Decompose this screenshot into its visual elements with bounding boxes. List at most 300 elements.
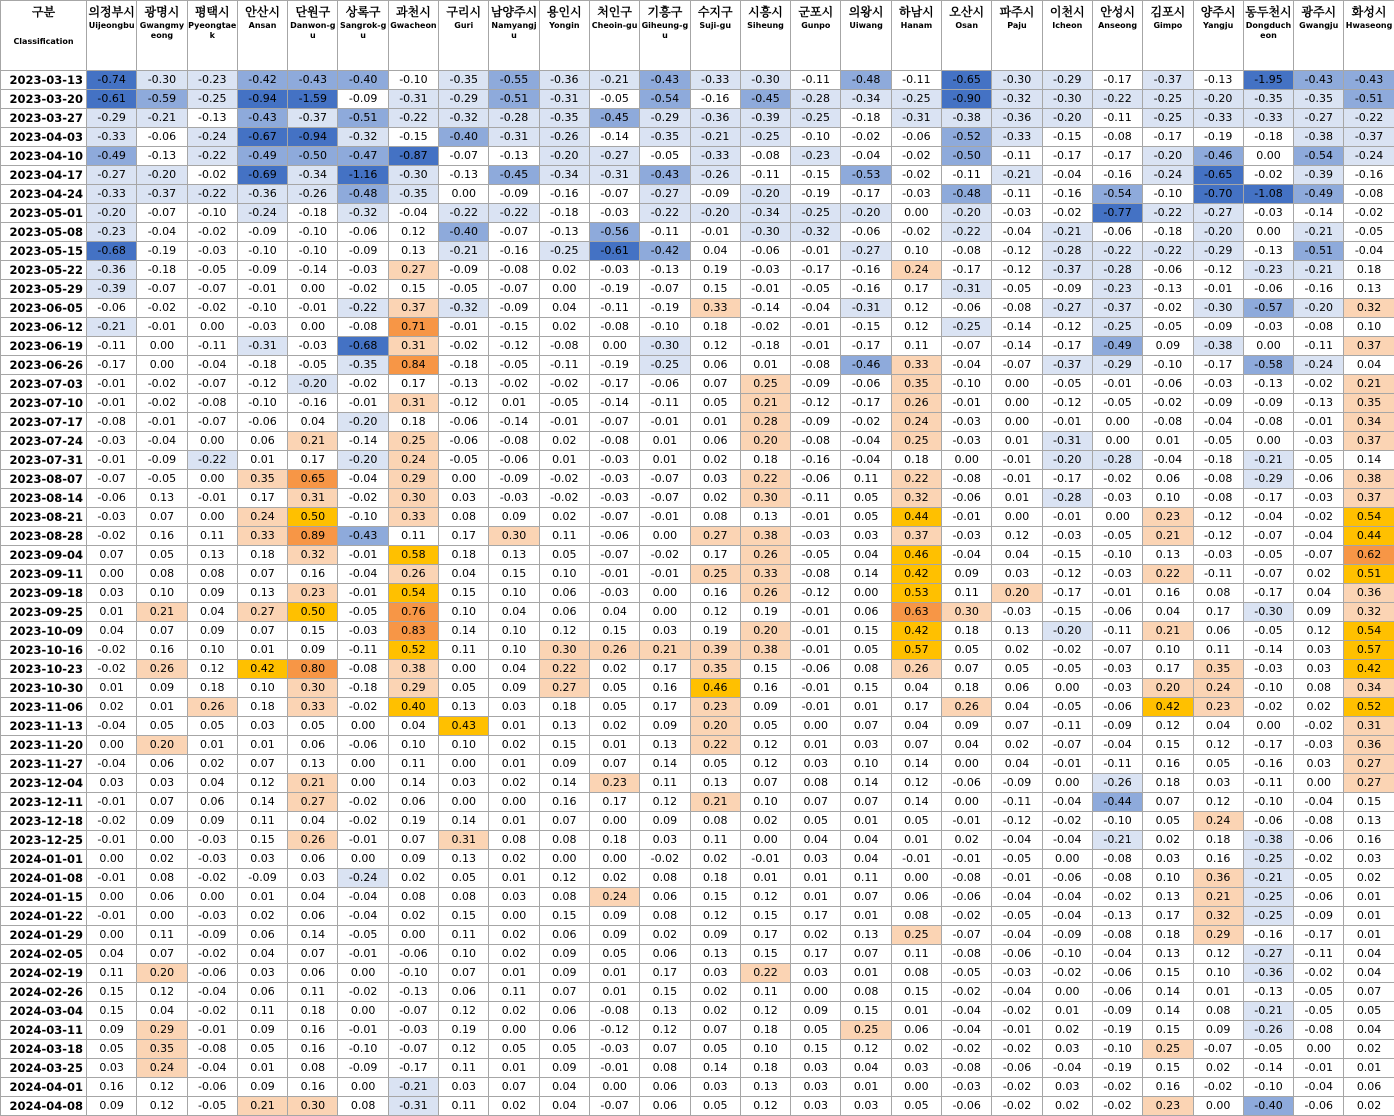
value-cell: 0.07 [992,717,1042,736]
value-cell: -0.01 [338,945,388,964]
value-cell: -0.07 [640,489,690,508]
value-cell: -0.16 [1294,280,1344,299]
value-cell: -0.46 [1193,147,1243,166]
value-cell: -0.03 [942,527,992,546]
value-cell: -0.02 [1042,964,1092,983]
value-cell: -0.08 [1344,185,1394,204]
value-cell: 0.03 [841,1097,891,1116]
value-cell: -0.05 [1243,1040,1293,1059]
value-cell: -0.07 [942,926,992,945]
value-cell: -0.02 [338,375,388,394]
value-cell: -0.01 [942,508,992,527]
value-cell: 0.07 [891,736,941,755]
value-cell: -0.36 [690,109,740,128]
value-cell: -0.24 [1143,166,1193,185]
value-cell: 0.15 [439,584,489,603]
value-cell: -0.02 [891,166,941,185]
value-cell: -0.11 [791,71,841,90]
value-cell: -0.02 [87,641,137,660]
value-cell: 0.89 [288,527,338,546]
value-cell: 0.02 [1344,1040,1394,1059]
value-cell: 0.10 [489,641,539,660]
row-date: 2023-05-08 [1,223,87,242]
region-header [87,1,137,71]
value-cell: 0.27 [388,261,438,280]
value-cell: 0.10 [489,622,539,641]
value-cell: 0.11 [690,831,740,850]
value-cell: -0.06 [1243,812,1293,831]
value-cell: 0.12 [1294,622,1344,641]
value-cell: -0.09 [237,223,287,242]
value-cell: 0.11 [137,926,187,945]
table-row [1,1002,1394,1021]
value-cell: 0.08 [1294,679,1344,698]
value-cell: 0.00 [137,356,187,375]
value-cell: 0.04 [1344,356,1394,375]
value-cell: 0.10 [489,584,539,603]
value-cell: -0.05 [640,147,690,166]
value-cell: 0.04 [791,831,841,850]
value-cell: 0.03 [288,869,338,888]
value-cell: -0.22 [388,109,438,128]
value-cell: 0.10 [740,793,790,812]
value-cell: 0.20 [992,584,1042,603]
value-cell: -0.20 [942,204,992,223]
value-cell: -0.28 [1042,242,1092,261]
value-cell: -0.07 [589,413,639,432]
value-cell: 0.19 [690,261,740,280]
value-cell: -0.03 [87,508,137,527]
value-cell: 0.02 [1193,1059,1243,1078]
value-cell: -0.08 [1294,318,1344,337]
value-cell: -0.56 [589,223,639,242]
value-cell: -0.01 [791,508,841,527]
value-cell: 0.00 [137,337,187,356]
value-cell: 0.21 [1344,375,1394,394]
table-row [1,451,1394,470]
value-cell: -0.02 [539,470,589,489]
value-cell: -0.01 [1092,375,1142,394]
value-cell: -0.11 [1092,755,1142,774]
value-cell: -0.14 [589,128,639,147]
value-cell: 0.04 [1294,584,1344,603]
value-cell: -0.11 [740,166,790,185]
value-cell: -0.03 [992,603,1042,622]
value-cell: -0.10 [1243,793,1293,812]
value-cell: -0.02 [992,1097,1042,1116]
value-cell: -0.13 [640,261,690,280]
row-date: 2023-10-09 [1,622,87,641]
value-cell: 0.01 [87,603,137,622]
value-cell: 0.08 [388,888,438,907]
value-cell: -0.06 [187,964,237,983]
table-row [1,983,1394,1002]
value-cell: 0.01 [841,1078,891,1097]
value-cell: 0.31 [388,394,438,413]
value-cell: 0.06 [1344,1078,1394,1097]
value-cell: -0.03 [589,451,639,470]
value-cell: 0.11 [87,964,137,983]
value-cell: 0.57 [891,641,941,660]
value-cell: -0.22 [489,204,539,223]
value-cell: 0.05 [439,869,489,888]
value-cell: 0.06 [539,1021,589,1040]
value-cell: 0.00 [942,451,992,470]
value-cell: 0.21 [237,1097,287,1116]
table-row [1,888,1394,907]
value-cell: 0.05 [87,1040,137,1059]
value-cell: -0.01 [992,451,1042,470]
value-cell: 0.08 [338,1097,388,1116]
value-cell: 0.15 [539,907,589,926]
value-cell: 0.13 [1344,280,1394,299]
value-cell: -0.13 [539,223,589,242]
value-cell: 0.07 [1143,793,1193,812]
value-cell: 0.13 [640,1002,690,1021]
value-cell: -0.09 [1042,926,1092,945]
value-cell: -0.13 [1143,280,1193,299]
value-cell: 0.10 [237,679,287,698]
region-name-ko: 처인구 [597,5,632,19]
value-cell: -0.17 [1243,489,1293,508]
value-cell: 0.10 [1143,489,1193,508]
value-cell: -0.30 [740,71,790,90]
table-row [1,679,1394,698]
value-cell: -0.30 [640,337,690,356]
value-cell: 0.13 [237,584,287,603]
value-cell: -0.12 [1193,508,1243,527]
value-cell: 0.26 [589,641,639,660]
value-cell: -0.21 [589,71,639,90]
value-cell: -0.22 [1143,242,1193,261]
value-cell: -0.31 [237,337,287,356]
value-cell: -0.30 [740,223,790,242]
value-cell: 0.11 [439,641,489,660]
value-cell: -0.06 [439,413,489,432]
value-cell: -0.01 [640,413,690,432]
value-cell: -0.01 [992,470,1042,489]
value-cell: 0.12 [891,299,941,318]
value-cell: -0.09 [439,261,489,280]
value-cell: 0.03 [640,622,690,641]
value-cell: 0.21 [740,394,790,413]
value-cell: -0.11 [640,394,690,413]
value-cell: -0.07 [1243,565,1293,584]
value-cell: -0.02 [1092,470,1142,489]
value-cell: -0.08 [1092,850,1142,869]
value-cell: 0.37 [891,527,941,546]
value-cell: -0.21 [992,166,1042,185]
value-cell: 0.19 [388,812,438,831]
value-cell: -0.02 [187,223,237,242]
row-date: 2023-10-16 [1,641,87,660]
region-name-en: Gimpo [1153,21,1183,30]
value-cell: -0.37 [1143,71,1193,90]
value-cell: -0.04 [1294,527,1344,546]
value-cell: 0.24 [1193,812,1243,831]
value-cell: 0.15 [539,736,589,755]
value-cell: -0.11 [589,299,639,318]
value-cell: 0.12 [1193,945,1243,964]
value-cell: 0.07 [791,793,841,812]
value-cell: 0.16 [87,1078,137,1097]
value-cell: -0.06 [1143,375,1193,394]
value-cell: 0.12 [841,1040,891,1059]
value-cell: -0.23 [87,223,137,242]
value-cell: -0.03 [589,261,639,280]
value-cell: 0.01 [489,812,539,831]
value-cell: 0.02 [589,660,639,679]
value-cell: 0.32 [1344,299,1394,318]
value-cell: -0.09 [489,470,539,489]
value-cell: -0.01 [589,565,639,584]
value-cell: 0.00 [891,1078,941,1097]
value-cell: 0.09 [489,679,539,698]
value-cell: -0.09 [1193,318,1243,337]
value-cell: 0.03 [891,1059,941,1078]
value-cell: -0.16 [539,185,589,204]
value-cell: 0.08 [137,565,187,584]
value-cell: -0.13 [439,166,489,185]
value-cell: 0.16 [539,793,589,812]
value-cell: -0.05 [1042,660,1092,679]
value-cell: 0.11 [740,983,790,1002]
value-cell: -0.06 [439,432,489,451]
value-cell: 0.13 [137,489,187,508]
value-cell: -0.09 [237,261,287,280]
table-row [1,109,1394,128]
value-cell: 0.00 [1092,432,1142,451]
value-cell: 0.23 [690,698,740,717]
value-cell: -0.25 [1243,907,1293,926]
value-cell: 0.15 [690,280,740,299]
value-cell: -0.08 [942,242,992,261]
value-cell: -0.10 [288,223,338,242]
value-cell: 0.18 [1143,926,1193,945]
value-cell: 0.15 [1344,793,1394,812]
table-row [1,242,1394,261]
value-cell: -0.15 [489,318,539,337]
region-header [1243,1,1293,71]
value-cell: 0.03 [237,717,287,736]
value-cell: 0.00 [439,793,489,812]
value-cell: -0.02 [338,793,388,812]
value-cell: -0.17 [841,185,891,204]
value-cell: -0.65 [1193,166,1243,185]
value-cell: -0.08 [589,432,639,451]
value-cell: -0.38 [1193,337,1243,356]
value-cell: 0.14 [640,755,690,774]
value-cell: 0.17 [439,527,489,546]
value-cell: -0.07 [992,356,1042,375]
value-cell: -0.05 [1092,527,1142,546]
value-cell: 0.14 [891,793,941,812]
value-cell: 0.00 [187,318,237,337]
value-cell: -0.20 [1294,299,1344,318]
value-cell: -0.11 [992,185,1042,204]
value-cell: 0.03 [640,831,690,850]
value-cell: 0.13 [1344,812,1394,831]
value-cell: 0.29 [388,470,438,489]
value-cell: 0.15 [87,983,137,1002]
value-cell: -0.10 [640,318,690,337]
value-cell: -0.11 [1092,109,1142,128]
row-date: 2024-01-22 [1,907,87,926]
value-cell: -0.03 [942,432,992,451]
value-cell: -0.02 [1042,812,1092,831]
value-cell: -0.02 [338,983,388,1002]
value-cell: -0.25 [1143,90,1193,109]
value-cell: 0.12 [1143,717,1193,736]
value-cell: -0.06 [388,945,438,964]
value-cell: 0.16 [137,641,187,660]
value-cell: 0.10 [187,641,237,660]
value-cell: 0.12 [992,527,1042,546]
value-cell: 0.20 [137,736,187,755]
value-cell: 0.00 [539,280,589,299]
value-cell: 0.12 [1193,793,1243,812]
value-cell: -0.18 [439,356,489,375]
value-cell: -0.04 [1042,888,1092,907]
value-cell: -0.20 [137,166,187,185]
value-cell: -0.06 [1092,223,1142,242]
value-cell: 0.00 [1042,983,1092,1002]
value-cell: 0.15 [237,831,287,850]
value-cell: -0.37 [288,109,338,128]
value-cell: -0.02 [1344,204,1394,223]
value-cell: 0.06 [690,356,740,375]
value-cell: 0.05 [690,1097,740,1116]
value-cell: 0.02 [1143,831,1193,850]
value-cell: -0.15 [1042,546,1092,565]
value-cell: -0.17 [1143,128,1193,147]
value-cell: 0.05 [690,755,740,774]
value-cell: 0.04 [1344,964,1394,983]
value-cell: 0.01 [589,964,639,983]
value-cell: 0.00 [1042,774,1092,793]
value-cell: 0.01 [489,717,539,736]
value-cell: 0.26 [891,394,941,413]
region-name-ko: 광명시 [144,5,180,19]
value-cell: 0.09 [740,698,790,717]
value-cell: -0.05 [992,280,1042,299]
value-cell: 0.03 [1344,850,1394,869]
value-cell: 0.03 [489,888,539,907]
value-cell: 0.27 [539,679,589,698]
table-row [1,375,1394,394]
value-cell: -0.07 [137,204,187,223]
value-cell: 0.63 [891,603,941,622]
value-cell: -0.09 [489,299,539,318]
value-cell: -0.06 [1092,983,1142,1002]
value-cell: 0.16 [288,565,338,584]
value-cell: -0.20 [841,204,891,223]
value-cell: 0.00 [1042,850,1092,869]
value-cell: 0.03 [1042,1040,1092,1059]
value-cell: 0.05 [137,717,187,736]
value-cell: 0.11 [439,1097,489,1116]
value-cell: -0.18 [1243,128,1293,147]
value-cell: 0.15 [1143,736,1193,755]
value-cell: 0.33 [388,508,438,527]
row-date: 2023-06-05 [1,299,87,318]
value-cell: 0.23 [1143,508,1193,527]
value-cell: 0.29 [388,679,438,698]
value-cell: 0.24 [1193,679,1243,698]
value-cell: -0.40 [439,128,489,147]
value-cell: -0.07 [489,223,539,242]
value-cell: -0.01 [87,831,137,850]
value-cell: 0.12 [539,869,589,888]
value-cell: 0.08 [489,831,539,850]
value-cell: -0.05 [539,394,589,413]
row-date: 2023-06-26 [1,356,87,375]
value-cell: 0.18 [237,698,287,717]
value-cell: -0.03 [1294,489,1344,508]
table-row [1,869,1394,888]
row-date: 2023-08-14 [1,489,87,508]
value-cell: -0.39 [740,109,790,128]
value-cell: 0.04 [489,603,539,622]
value-cell: -0.94 [237,90,287,109]
row-date: 2024-01-15 [1,888,87,907]
row-date: 2023-12-04 [1,774,87,793]
value-cell: -0.15 [1042,128,1092,147]
value-cell: -0.02 [187,1002,237,1021]
value-cell: -0.09 [338,90,388,109]
value-cell: 0.00 [589,337,639,356]
value-cell: 0.12 [740,736,790,755]
value-cell: -0.05 [791,546,841,565]
region-header [841,1,891,71]
value-cell: -0.77 [1092,204,1142,223]
value-cell: 0.18 [539,698,589,717]
row-date: 2023-08-28 [1,527,87,546]
value-cell: 0.09 [690,926,740,945]
value-cell: 0.06 [288,850,338,869]
value-cell: -0.06 [1294,470,1344,489]
value-cell: 0.18 [237,546,287,565]
value-cell: 0.15 [288,622,338,641]
value-cell: -0.05 [187,261,237,280]
table-row [1,1040,1394,1059]
value-cell: -0.26 [539,128,589,147]
value-cell: -0.16 [1344,166,1394,185]
value-cell: 0.02 [137,850,187,869]
value-cell: -0.07 [489,280,539,299]
value-cell: -0.32 [338,204,388,223]
value-cell: 0.26 [942,698,992,717]
value-cell: 0.13 [1143,888,1193,907]
value-cell: 0.00 [841,584,891,603]
value-cell: 0.04 [288,413,338,432]
value-cell: 0.01 [791,888,841,907]
value-cell: 0.22 [539,660,589,679]
value-cell: -0.05 [1294,451,1344,470]
row-date: 2023-07-31 [1,451,87,470]
region-name-en: Gwangju [1299,21,1339,30]
value-cell: -0.30 [1042,90,1092,109]
region-header [539,1,589,71]
value-cell: 0.02 [1294,698,1344,717]
region-name-ko: 기흥구 [647,5,683,19]
value-cell: -0.19 [137,242,187,261]
value-cell: -0.02 [539,375,589,394]
value-cell: 0.06 [388,793,438,812]
value-cell: 0.04 [992,755,1042,774]
value-cell: -0.05 [1042,375,1092,394]
value-cell: -1.95 [1243,71,1293,90]
